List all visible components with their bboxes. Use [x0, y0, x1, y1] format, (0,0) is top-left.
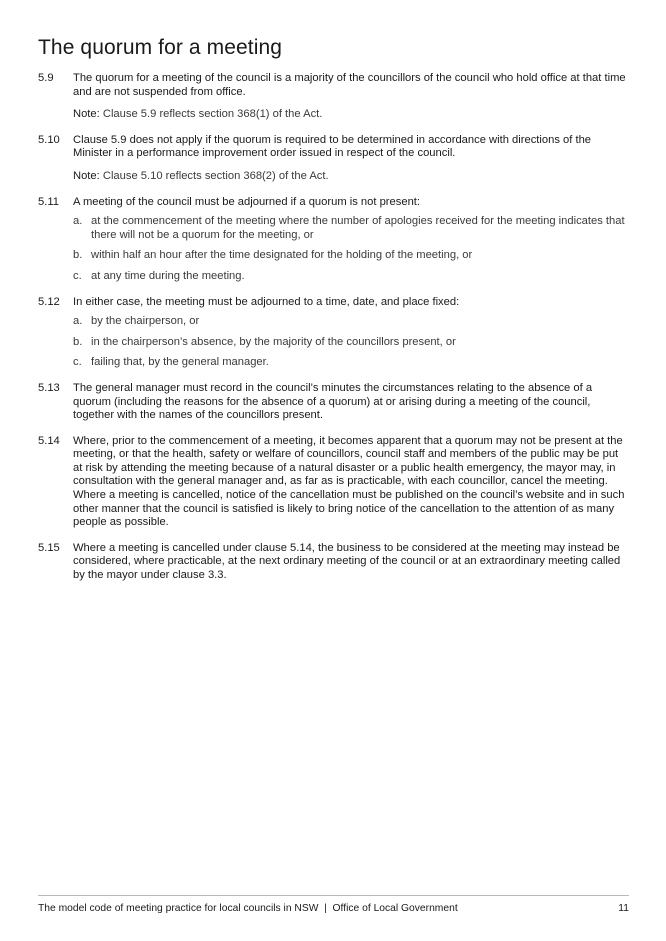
list-item-text: at the commencement of the meeting where the number of apologies received for the meeting indicates that there will not be a quorum for the meeting, or [91, 215, 625, 241]
clause-text: A meeting of the council must be adjourned if a quorum is not present: [73, 195, 421, 208]
note-label: Note: [73, 169, 100, 182]
list-item [73, 336, 630, 350]
clause-5-10 [38, 134, 630, 184]
clause-5-15 [38, 542, 630, 583]
clause-text: Clause 5.9 does not apply if the quorum is required to be determined in accordance with directions of the Minister in a performance improvement order issued in respect of the council. [73, 133, 592, 160]
list-item [73, 215, 630, 242]
note-text: Clause 5.9 reflects section 368(1) of the Act. [99, 108, 323, 121]
list-item-text: by the chairperson, or [91, 315, 200, 328]
list-item [73, 356, 630, 370]
page-footer [38, 903, 629, 914]
list-letter: a. [73, 315, 83, 328]
clause-number: 5.14 [38, 434, 60, 447]
clause-number: 5.11 [38, 195, 59, 208]
list-letter: a. [73, 215, 83, 228]
footer-text: The model code of meeting practice for local councils in NSW | Office of Local Government [38, 903, 458, 914]
clause-number: 5.13 [38, 381, 60, 394]
list-letter: c. [73, 269, 82, 282]
list-item-text: within half an hour after the time designated for the holding of the meeting, or [91, 249, 473, 262]
clause-number: 5.15 [38, 541, 60, 554]
sub-item-list [73, 215, 630, 283]
clause-number: 5.10 [38, 133, 60, 146]
clause-number: 5.9 [38, 72, 54, 84]
list-item [73, 315, 630, 329]
clause-text: Where, prior to the commencement of a meeting, it becomes apparent that a quorum may not be present at the meeting, or that the health, safety or welfare of councillors, council staff and members of the public may be put at risk by attending the meeting because of a natural disaster or a public health emergency, the mayor may, in consultation with the general manager and, as far as is practicable, with each councillor, cancel the meeting. Where a meeting is cancelled, notice of the cancellation must be published on the council’s website and in such other manner that the council is satisfied is likely to bring notice of the cancellation to the attention of as many people as possible. [73, 434, 625, 529]
clause-number: 5.12 [38, 295, 60, 308]
clause-5-12 [38, 296, 630, 370]
clause-5-11 [38, 196, 630, 284]
list-item-text: in the chairperson’s absence, by the majority of the councillors present, or [91, 335, 456, 348]
list-item-text: failing that, by the general manager. [91, 356, 269, 369]
clause-5-13 [38, 382, 630, 423]
clause-text: Where a meeting is cancelled under clause 5.14, the business to be considered at the meeting may instead be considered, where practicable, at the next ordinary meeting of the council or at an extraordinary meeting called by the mayor under clause 3.3. [73, 541, 621, 582]
note-text: Clause 5.10 reflects section 368(2) of the Act. [99, 169, 329, 182]
footer-divider [38, 895, 629, 896]
note-label: Note: [73, 108, 100, 121]
page-title: The quorum for a meeting [38, 36, 283, 59]
clause-5-14 [38, 435, 630, 530]
clause-text: The general manager must record in the council’s minutes the circumstances relating to the absence of a quorum (including the reasons for the absence of a quorum) at or arising during a meeting of the council, together with the names of the councillors present. [73, 381, 593, 422]
sub-item-list [73, 315, 630, 370]
list-item-text: at any time during the meeting. [91, 269, 245, 282]
list-letter: b. [73, 249, 83, 262]
clause-5-9 [38, 72, 630, 122]
list-letter: c. [73, 356, 82, 369]
page-number: 11 [618, 903, 629, 914]
clause-list [38, 72, 630, 595]
list-item [73, 270, 630, 284]
list-item [73, 249, 630, 263]
clause-text: In either case, the meeting must be adjourned to a time, date, and place fixed: [73, 295, 460, 308]
clause-text: The quorum for a meeting of the council is a majority of the councillors of the council who hold office at that time and are not suspended from office. [73, 72, 626, 98]
clause-note [73, 108, 630, 122]
clause-note [73, 170, 630, 184]
list-letter: b. [73, 335, 83, 348]
